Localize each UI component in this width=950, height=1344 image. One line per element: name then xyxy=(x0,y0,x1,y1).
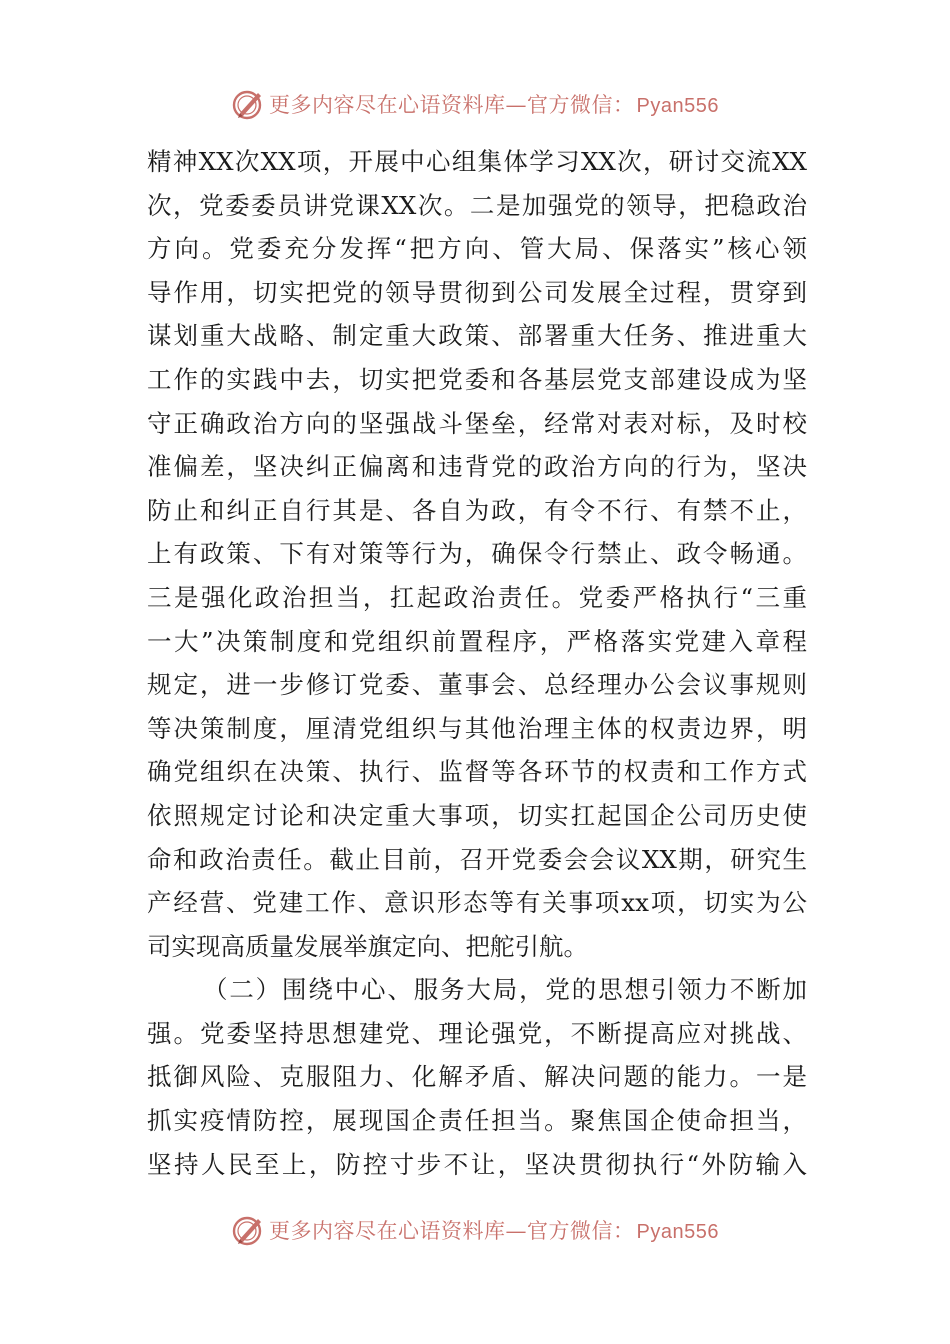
text-line: 规定，进一步修订党委、董事会、总经理办公会议事规则 xyxy=(147,670,807,700)
watermark-header xyxy=(0,84,950,124)
watermark-text: 更多内容尽在心语资料库—官方微信： Pyan556 xyxy=(269,93,719,117)
text-line: 一大”决策制度和党组织前置程序，严格落实党建入章程 xyxy=(147,626,807,656)
watermark-footer xyxy=(0,1210,950,1250)
document-body xyxy=(147,140,807,1186)
text-line: 守正确政治方向的坚强战斗堡垒，经常对表对标，及时校 xyxy=(147,408,807,438)
text-line: 防止和纠正自行其是、各自为政，有令不行、有禁不止， xyxy=(147,495,807,525)
text-line: 三是强化政治担当，扛起政治责任。党委严格执行“三重 xyxy=(147,582,807,612)
section-heading-line: （二）围绕中心、服务大局，党的思想引领力不断加 xyxy=(203,975,807,1005)
watermark-id: Pyan556 xyxy=(636,95,719,117)
text-line: 精神XX次XX项，开展中心组集体学习XX次，研讨交流XX xyxy=(147,147,807,176)
text-line: 导作用，切实把党的领导贯彻到公司发展全过程，贯穿到 xyxy=(147,277,807,307)
text-line: 方向。党委充分发挥“把方向、管大局、保落实”核心领 xyxy=(147,234,807,264)
watermark-id: Pyan556 xyxy=(636,1221,719,1243)
text-line: 工作的实践中去，切实把党委和各基层党支部建设成为坚 xyxy=(147,364,807,394)
text-line: 次，党委委员讲党课XX次。二是加强党的领导，把稳政治 xyxy=(147,190,807,220)
text-line: 确党组织在决策、执行、监督等各环节的权责和工作方式 xyxy=(147,757,807,787)
text-line: 产经营、党建工作、意识形态等有关事项xx项，切实为公 xyxy=(147,888,807,918)
pen-logo-icon xyxy=(231,87,265,121)
text-line: 命和政治责任。截止目前，召开党委会会议XX期，研究生 xyxy=(147,844,807,874)
text-line: 依照规定讨论和决定重大事项，切实扛起国企公司历史使 xyxy=(147,800,807,830)
text-line: 上有政策、下有对策等行为，确保令行禁止、政令畅通。 xyxy=(147,539,807,569)
text-line: 强。党委坚持思想建党、理论强党，不断提高应对挑战、 xyxy=(147,1018,807,1048)
text-line: 等决策制度，厘清党组织与其他治理主体的权责边界，明 xyxy=(147,713,807,743)
pen-logo-icon xyxy=(231,1213,265,1247)
text-line: 司实现高质量发展举旗定向、把舵引航。 xyxy=(147,931,588,961)
text-line: 抵御风险、克服阻力、化解矛盾、解决问题的能力。一是 xyxy=(147,1062,807,1092)
text-line: 抓实疫情防控，展现国企责任担当。聚焦国企使命担当， xyxy=(147,1106,807,1136)
text-line: 准偏差，坚决纠正偏离和违背党的政治方向的行为，坚决 xyxy=(147,452,807,482)
text-line: 坚持人民至上，防控寸步不让，坚决贯彻执行“外防输入 xyxy=(147,1149,807,1179)
watermark-text: 更多内容尽在心语资料库—官方微信： Pyan556 xyxy=(269,1219,719,1243)
text-line: 谋划重大战略、制定重大政策、部署重大任务、推进重大 xyxy=(147,321,807,351)
